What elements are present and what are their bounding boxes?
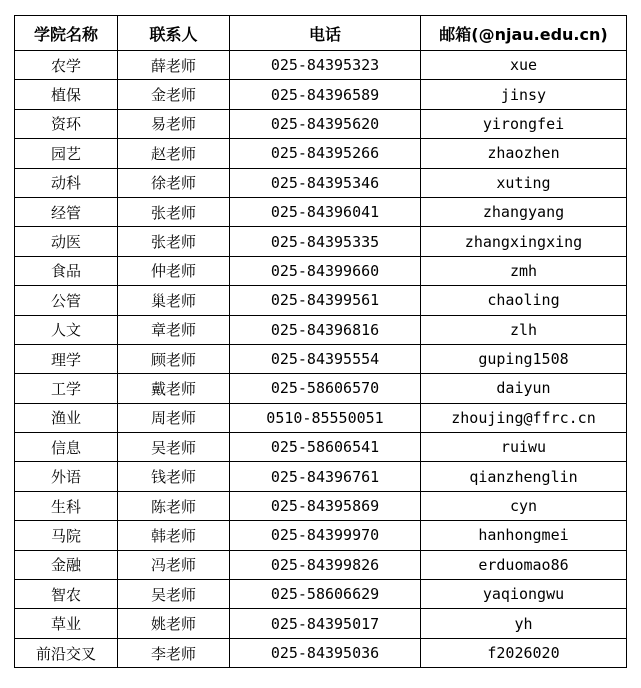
- phone-cell: 025-84395017: [230, 609, 421, 638]
- table-row: [15, 227, 627, 256]
- phone-cell: 025-84399561: [230, 286, 421, 315]
- table-row: [15, 433, 627, 462]
- table-row: [15, 521, 627, 550]
- contact-person-cell: 吴老师: [118, 580, 230, 609]
- college-name-cell: 智农: [15, 580, 118, 609]
- college-name-cell: 人文: [15, 315, 118, 344]
- email-cell: xue: [421, 51, 627, 80]
- contact-person-cell: 吴老师: [118, 433, 230, 462]
- contact-person-cell: 徐老师: [118, 168, 230, 197]
- contact-person-cell: 赵老师: [118, 139, 230, 168]
- email-cell: f2026020: [421, 638, 627, 667]
- contact-person-cell: 易老师: [118, 109, 230, 138]
- table-row: [15, 197, 627, 226]
- college-name-cell: 植保: [15, 80, 118, 109]
- college-name-cell: 渔业: [15, 403, 118, 432]
- contact-person-cell: 张老师: [118, 227, 230, 256]
- contact-person-cell: 姚老师: [118, 609, 230, 638]
- table-row: [15, 609, 627, 638]
- phone-cell: 025-84395554: [230, 344, 421, 373]
- email-cell: zhoujing@ffrc.cn: [421, 403, 627, 432]
- phone-cell: 025-84395266: [230, 139, 421, 168]
- email-cell: zhaozhen: [421, 139, 627, 168]
- contact-person-cell: 金老师: [118, 80, 230, 109]
- table-row: [15, 580, 627, 609]
- contact-person-cell: 章老师: [118, 315, 230, 344]
- table-row: [15, 109, 627, 138]
- contact-person-cell: 钱老师: [118, 462, 230, 491]
- email-cell: yh: [421, 609, 627, 638]
- phone-cell: 025-84399660: [230, 256, 421, 285]
- contact-person-cell: 陈老师: [118, 491, 230, 520]
- phone-cell: 025-84396761: [230, 462, 421, 491]
- header-contact: 联系人: [118, 16, 230, 51]
- college-name-cell: 生科: [15, 491, 118, 520]
- email-cell: cyn: [421, 491, 627, 520]
- email-cell: chaoling: [421, 286, 627, 315]
- contact-person-cell: 冯老师: [118, 550, 230, 579]
- email-cell: qianzhenglin: [421, 462, 627, 491]
- college-name-cell: 工学: [15, 374, 118, 403]
- email-cell: zhangxingxing: [421, 227, 627, 256]
- email-cell: ruiwu: [421, 433, 627, 462]
- table-row: [15, 256, 627, 285]
- phone-cell: 025-84395335: [230, 227, 421, 256]
- college-name-cell: 金融: [15, 550, 118, 579]
- college-name-cell: 公管: [15, 286, 118, 315]
- table-row: [15, 550, 627, 579]
- phone-cell: 025-84395323: [230, 51, 421, 80]
- contact-person-cell: 薛老师: [118, 51, 230, 80]
- table-row: [15, 80, 627, 109]
- college-name-cell: 经管: [15, 197, 118, 226]
- table-header: [15, 16, 627, 51]
- phone-cell: 025-84399826: [230, 550, 421, 579]
- email-cell: guping1508: [421, 344, 627, 373]
- college-name-cell: 信息: [15, 433, 118, 462]
- college-name-cell: 园艺: [15, 139, 118, 168]
- contact-person-cell: 韩老师: [118, 521, 230, 550]
- email-cell: erduomao86: [421, 550, 627, 579]
- college-name-cell: 马院: [15, 521, 118, 550]
- email-cell: zmh: [421, 256, 627, 285]
- email-cell: zlh: [421, 315, 627, 344]
- phone-cell: 025-58606570: [230, 374, 421, 403]
- phone-cell: 025-84395036: [230, 638, 421, 667]
- phone-cell: 025-84395620: [230, 109, 421, 138]
- phone-cell: 025-58606541: [230, 433, 421, 462]
- table-row: [15, 139, 627, 168]
- phone-cell: 025-84396041: [230, 197, 421, 226]
- college-name-cell: 动医: [15, 227, 118, 256]
- college-name-cell: 前沿交叉: [15, 638, 118, 667]
- header-phone: 电话: [230, 16, 421, 51]
- header-email: 邮箱(@njau.edu.cn): [421, 16, 627, 51]
- phone-cell: 0510-85550051: [230, 403, 421, 432]
- table-row: [15, 315, 627, 344]
- table-row: [15, 491, 627, 520]
- phone-cell: 025-84396816: [230, 315, 421, 344]
- table-row: [15, 462, 627, 491]
- table-row: [15, 168, 627, 197]
- table-row: [15, 403, 627, 432]
- email-cell: yirongfei: [421, 109, 627, 138]
- college-name-cell: 草业: [15, 609, 118, 638]
- email-cell: yaqiongwu: [421, 580, 627, 609]
- phone-cell: 025-84399970: [230, 521, 421, 550]
- email-cell: daiyun: [421, 374, 627, 403]
- email-cell: hanhongmei: [421, 521, 627, 550]
- contact-person-cell: 李老师: [118, 638, 230, 667]
- contact-person-cell: 戴老师: [118, 374, 230, 403]
- header-row: [15, 16, 627, 51]
- contact-person-cell: 仲老师: [118, 256, 230, 285]
- table-row: [15, 638, 627, 667]
- table-row: [15, 51, 627, 80]
- college-contacts-table: [14, 15, 627, 668]
- phone-cell: 025-84395869: [230, 491, 421, 520]
- table-row: [15, 374, 627, 403]
- table-row: [15, 344, 627, 373]
- college-name-cell: 资环: [15, 109, 118, 138]
- table-row: [15, 286, 627, 315]
- table-body: [15, 51, 627, 668]
- contact-person-cell: 巢老师: [118, 286, 230, 315]
- contact-person-cell: 张老师: [118, 197, 230, 226]
- college-name-cell: 农学: [15, 51, 118, 80]
- college-name-cell: 动科: [15, 168, 118, 197]
- college-name-cell: 食品: [15, 256, 118, 285]
- phone-cell: 025-84396589: [230, 80, 421, 109]
- email-cell: jinsy: [421, 80, 627, 109]
- header-college: 学院名称: [15, 16, 118, 51]
- college-name-cell: 外语: [15, 462, 118, 491]
- email-cell: xuting: [421, 168, 627, 197]
- phone-cell: 025-84395346: [230, 168, 421, 197]
- college-name-cell: 理学: [15, 344, 118, 373]
- contact-person-cell: 周老师: [118, 403, 230, 432]
- email-cell: zhangyang: [421, 197, 627, 226]
- phone-cell: 025-58606629: [230, 580, 421, 609]
- contact-person-cell: 顾老师: [118, 344, 230, 373]
